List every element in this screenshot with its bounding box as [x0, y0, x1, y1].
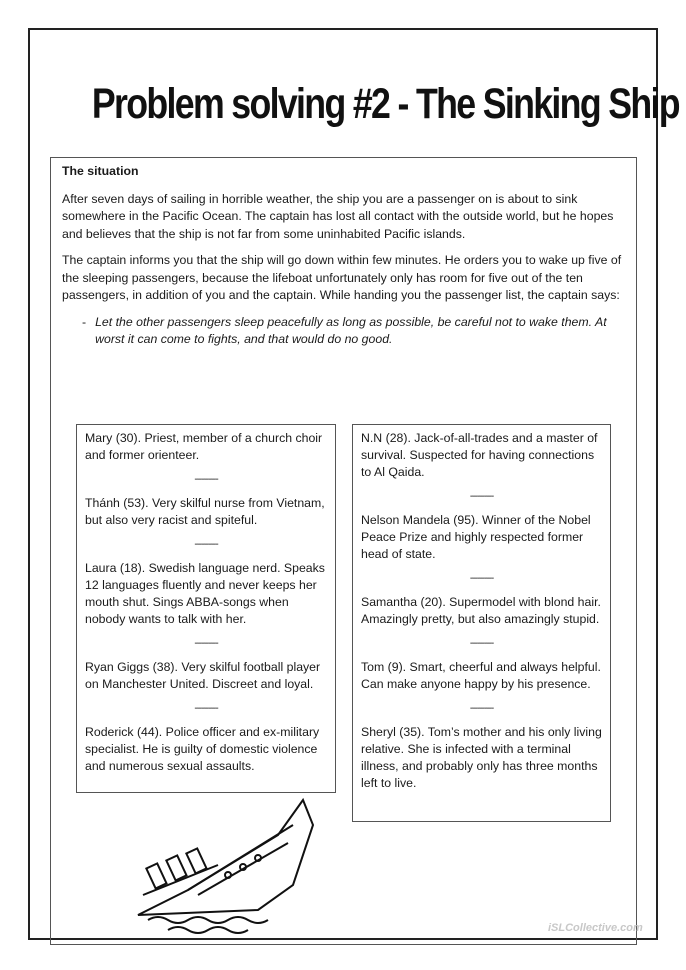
separator: ---------- — [194, 474, 218, 485]
passenger-entry: Tom (9). Smart, cheerful and always helpful. Can make anyone happy by his presence. — [361, 660, 601, 691]
separator: ---------- — [194, 539, 218, 550]
passenger-list-right — [352, 424, 611, 822]
passenger-entry: Laura (18). Swedish language nerd. Speaks 12 languages fluently and never keeps her mouth shut. Sings ABBA-songs when nobody wants to talk with her. — [85, 561, 325, 626]
passenger-entry: Sheryl (35). Tom’s mother and his only living relative. She is infected with a terminal illness, and probably only has three months left to live. — [361, 725, 602, 790]
situation-heading: The situation — [62, 164, 139, 178]
passenger-entry: Nelson Mandela (95). Winner of the Nobel Peace Prize and highly respected former head of state. — [361, 513, 591, 561]
separator: ---------- — [194, 638, 218, 649]
separator: ---------- — [194, 703, 218, 714]
passenger-entry: N.N (28). Jack-of-all-trades and a master of survival. Suspected for having connections to Al Qaida. — [361, 431, 598, 479]
passenger-entry: Ryan Giggs (38). Very skilful football player on Manchester United. Discreet and loyal. — [85, 660, 321, 691]
watermark: iSLCollective.com — [548, 922, 643, 934]
situation-paragraph: The captain informs you that the ship will go down within few minutes. He orders you to wake up five of the sleeping passengers, because the lifeboat unfortunately only has room for five out of the ten passengers, in addition of you and the captain. While handing you the passenger list, the captain says: — [62, 253, 622, 302]
situation-paragraph: After seven days of sailing in horrible weather, the ship you are a passenger on is about to sink somewhere in the Pacific Ocean. The captain has lost all contact with the outside world, but he hopes and believes that the ship is not far from some uninhabited Pacific islands. — [62, 191, 614, 241]
passenger-entry: Roderick (44). Police officer and ex-military specialist. He is guilty of domestic violence and numerous sexual assaults. — [85, 725, 320, 773]
passenger-entry: Samantha (20). Supermodel with blond hair. Amazingly pretty, but also amazingly stupid. — [361, 595, 601, 626]
separator: ---------- — [469, 573, 494, 584]
passenger-entry: Mary (30). Priest, member of a church choir and former orienteer. — [85, 431, 323, 462]
quote-dash: - — [82, 314, 87, 329]
situation-section — [62, 163, 627, 349]
quote-text: Let the other passengers sleep peacefully as long as possible, be careful not to wake them. At worst it can come to fights, and that would do no good. — [95, 314, 607, 346]
passenger-entry: Thánh (53). Very skilful nurse from Vietnam, but also very racist and spiteful. — [85, 496, 325, 527]
sinking-ship-illustration — [128, 795, 328, 935]
page-title: Problem solving #2 - The Sinking Ship — [91, 80, 679, 128]
passenger-list-left — [76, 424, 336, 793]
separator: ---------- — [469, 703, 494, 714]
captain-quote — [82, 314, 627, 349]
separator: ---------- — [469, 491, 494, 502]
separator: ---------- — [469, 638, 494, 649]
